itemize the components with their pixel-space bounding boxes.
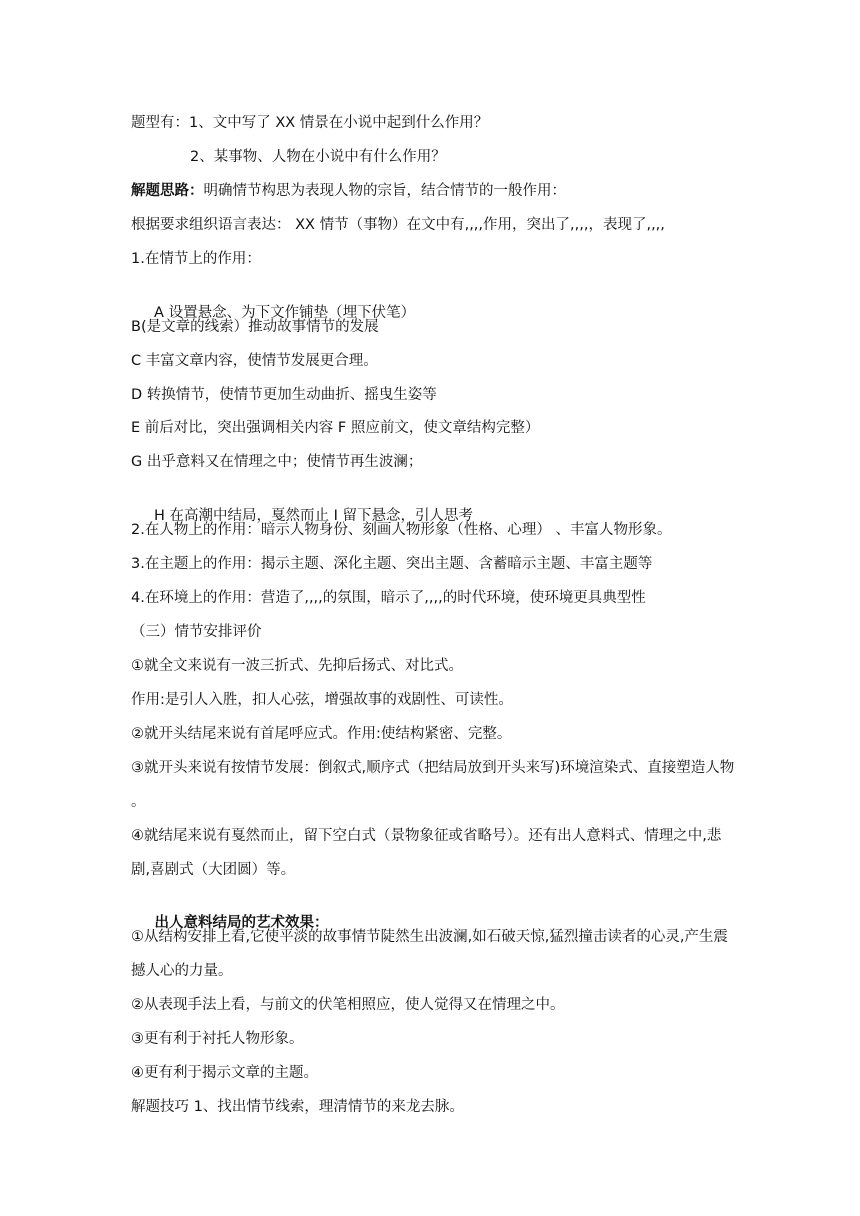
plot-effect-item-d <box>131 385 736 405</box>
plot-effect-item-hi-text: H 在高潮中结局，戛然而止 I 留下悬念，引人思考 <box>149 508 474 524</box>
character-effect-line <box>131 520 736 540</box>
theme-effect-text: 3.在主题上的作用：揭示主题、深化主题、突出主题、含蓄暗示主题、丰富主题等 <box>131 556 653 572</box>
plot-effect-item-g <box>131 452 736 472</box>
question-types-line-2 <box>190 147 795 167</box>
environment-effect-line <box>131 588 736 608</box>
unexpected-ending-item-2 <box>131 995 736 1015</box>
environment-effect-text: 4.在环境上的作用：营造了,,,,的氛围，暗示了,,,,的时代环境，使环境更具典型性 <box>131 590 646 606</box>
arrangement-item-4 <box>131 819 736 887</box>
plot-effect-item-ef <box>131 418 736 438</box>
solving-idea-line <box>131 181 736 201</box>
question-types-text-1: 题型有：1、文中写了 XX 情景在小说中起到什么作用？ <box>131 115 489 131</box>
arrangement-item-3 <box>131 751 736 819</box>
unexpected-ending-heading-text: 出人意料结局的艺术效果： <box>149 915 329 931</box>
theme-effect-line <box>131 554 736 574</box>
expression-template-text: 根据要求组织语言表达： XX 情节（事物）在文中有,,,,作用，突出了,,,,，表现了,,,, <box>131 217 665 233</box>
arrangement-item-1-effect-text: 作用:是引人入胜，扣人心弦，增强故事的戏剧性、可读性。 <box>131 692 513 708</box>
question-types-line-1 <box>131 113 736 133</box>
arrangement-item-3-text: ③就开头来说有按情节发展：倒叙式,顺序式（把结局放到开头来写)环境渲染式、直接塑造人物 。 <box>131 760 735 810</box>
unexpected-ending-item-4-text: ④更有利于揭示文章的主题。 <box>131 1065 318 1081</box>
solving-skill-text: 解题技巧 1、找出情节线索，理清情节的来龙去脉。 <box>131 1099 464 1115</box>
unexpected-ending-item-3 <box>131 1029 736 1049</box>
expression-template-line <box>131 215 736 235</box>
plot-effect-item-ef-text: E 前后对比，突出强调相关内容 F 照应前文，使文章结构完整） <box>131 420 540 436</box>
plot-effect-item-a-text: A 设置悬念、为下文作铺垫（埋下伏笔） <box>149 305 416 321</box>
unexpected-ending-item-1 <box>131 920 736 988</box>
plot-effect-item-c <box>131 351 736 371</box>
arrangement-item-4-text: ④就结尾来说有戛然而止，留下空白式（景物象征或省略号）。还有出人意料式、情理之中,悲剧,喜剧式（大团圆）等。 <box>131 828 722 878</box>
plot-effect-item-g-text: G 出乎意料又在情理之中；使情节再生波澜； <box>131 454 423 470</box>
plot-effect-item-c-text: C 丰富文章内容，使情节发展更合理。 <box>131 353 378 369</box>
question-types-text-2: 2、某事物、人物在小说中有什么作用？ <box>190 149 446 165</box>
arrangement-item-2-text: ②就开头结尾来说有首尾呼应式。作用:使结构紧密、完整。 <box>131 726 512 742</box>
solving-idea-text: 明确情节构思为表现人物的宗旨，结合情节的一般作用： <box>203 183 566 199</box>
plot-effect-heading <box>131 249 736 269</box>
arrangement-item-2 <box>131 724 736 744</box>
plot-effect-item-b <box>131 317 736 337</box>
arrangement-item-1-text: ①就全文来说有一波三折式、先抑后扬式、对比式。 <box>131 658 463 674</box>
unexpected-ending-item-3-text: ③更有利于衬托人物形象。 <box>131 1031 304 1047</box>
unexpected-ending-item-1-text: ①从结构安排上看,它使平淡的故事情节陡然生出波澜,如石破天惊,猛烈撞击读者的心灵,产生震撼人心的力量。 <box>131 929 728 979</box>
arrangement-item-1-effect <box>131 690 736 710</box>
solving-idea-heading: 解题思路： <box>131 183 204 199</box>
solving-skill-line <box>131 1097 736 1117</box>
unexpected-ending-item-2-text: ②从表现手法上看，与前文的伏笔相照应，使人觉得又在情理之中。 <box>131 997 565 1013</box>
arrangement-item-1 <box>131 656 736 676</box>
plot-effect-item-d-text: D 转换情节，使情节更加生动曲折、摇曳生姿等 <box>131 387 437 403</box>
plot-effect-heading-text: 1.在情节上的作用： <box>131 251 261 267</box>
plot-arrangement-heading <box>131 622 736 642</box>
character-effect-text: 2.在人物上的作用：暗示人物身份、刻画人物形象（性格、心理） 、丰富人物形象。 <box>131 522 672 538</box>
unexpected-ending-item-4 <box>131 1063 736 1083</box>
plot-effect-item-b-text: B(是文章的线索）推动故事情节的发展 <box>131 319 379 335</box>
plot-arrangement-heading-text: （三）情节安排评价 <box>131 624 262 640</box>
